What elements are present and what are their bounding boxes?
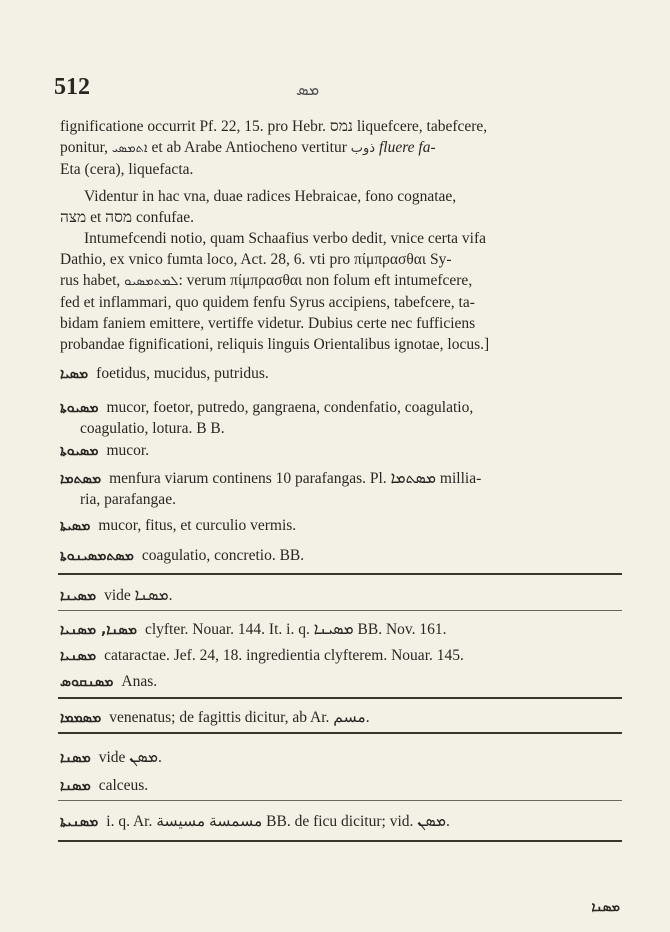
definition: venenatus; de fagittis dicitur, ab Ar. مسم. xyxy=(109,709,370,726)
definition: vide ܡܣܢܐ. xyxy=(104,587,173,604)
intro-paragraph-3 xyxy=(60,228,618,355)
page-number: 512 xyxy=(54,74,90,100)
p3-line-3a: rus habet, xyxy=(60,272,121,289)
definition: i. q. Ar. مسمسة مسيسة BB. de ficu dicitur; vid. ܡܣܢ. xyxy=(106,813,450,830)
definition: mucor, fitus, et curculio vermis. xyxy=(98,517,297,534)
p3-line-5: bidam faniem emittere, vertiffe videtur. Dubius certe nec fufficiens xyxy=(60,315,476,332)
section-rule xyxy=(58,697,622,699)
intro-line-2a: ponitur, xyxy=(60,139,109,156)
lemma: ܡܣܝܘܬܐ xyxy=(60,400,99,416)
running-header: ܡܣ xyxy=(296,80,320,99)
definition: Anas. xyxy=(121,673,158,690)
section-rule xyxy=(58,573,622,575)
definition: vide ܡܣܢ. xyxy=(98,749,162,766)
section-rule xyxy=(58,732,622,734)
entry-row xyxy=(60,748,620,768)
lemma: ܡܣܢܩܘܣ xyxy=(60,674,114,690)
entry-row xyxy=(60,441,620,461)
entry-continuation xyxy=(80,490,620,510)
section-rule xyxy=(58,610,622,611)
intro-line-1: fignificatione occurrit Pf. 22, 15. pro Hebr. נמס liquefcere, tabefcere, xyxy=(60,118,488,135)
entry-row xyxy=(60,708,620,728)
lemma: ܡܣܢܝܐ xyxy=(60,648,97,664)
section-rule xyxy=(58,840,622,842)
p3-line-6: probandae fignificationi, reliquis linguis Orientalibus ignotae, locus.] xyxy=(60,336,490,353)
intro-line-2c: fluere fa- xyxy=(378,139,436,156)
lemma: ܡܣܡܡܐ xyxy=(60,710,102,726)
definition: ria, parafangae. xyxy=(80,491,176,508)
lemma: ܡܣܝܘܬܐ xyxy=(60,443,99,459)
section-rule xyxy=(58,800,622,801)
syriac-word: ܠܡܬܡܣܝܘ xyxy=(124,274,179,289)
intro-line-3: Eta (cera), liquefacta. xyxy=(60,161,194,178)
lemma: ܡܣܬܡܐ xyxy=(60,471,102,487)
lemma: ܡܣܝܢܐ xyxy=(60,588,97,604)
definition: mucor, foetor, putredo, gangraena, condenfatio, coagulatio, xyxy=(106,399,474,416)
entry-continuation xyxy=(80,419,620,439)
intro-line-2 xyxy=(60,137,618,159)
lemma: ܡܣܬܡܣܝܢܘܬܐ xyxy=(60,548,134,564)
intro-paragraph-2 xyxy=(60,186,618,228)
entry-row xyxy=(60,469,620,489)
definition: coagulatio, concretio. BB. xyxy=(141,547,305,564)
entry-row xyxy=(60,620,620,640)
intro-line-2b: et ab Arabe Antiocheno vertitur xyxy=(151,139,347,156)
lemma: ܡܣܢܝܬܐ xyxy=(60,814,99,830)
entry-row xyxy=(60,516,620,536)
p2-line-2: מצה et מסה confufae. xyxy=(60,209,195,226)
p3-line-2: Dathio, ex vnico fumta loco, Act. 28, 6. vti pro πίμπρασθαι Sy- xyxy=(60,251,452,268)
definition: calceus. xyxy=(98,777,149,794)
entry-row xyxy=(60,776,620,796)
definition: foetidus, mucidus, putridus. xyxy=(96,365,269,382)
lemma: ܡܣܝܬܐ xyxy=(60,518,91,534)
entry-row xyxy=(60,672,620,692)
definition: coagulatio, lotura. B B. xyxy=(80,420,225,437)
entry-row xyxy=(60,812,620,832)
entry-row xyxy=(60,364,620,384)
entry-row xyxy=(60,398,620,418)
entry-row xyxy=(60,646,620,666)
p3-line-1: Intumefcendi notio, quam Schaafius verbo dedit, vnice certa vifa xyxy=(84,230,486,247)
definition: cataractae. Jef. 24, 18. ingredientia clyfterem. Nouar. 145. xyxy=(104,647,464,664)
lemma: ܡܣܢܐ xyxy=(60,750,91,766)
definition: menfura viarum continens 10 parafangas. Pl. ܡܣܬܡܐ millia- xyxy=(109,470,482,487)
p3-line-4: fed et inflammari, quo quidem fenfu Syrus accipiens, tabefcere, ta- xyxy=(60,294,475,311)
catchword: ܡܣܢܐ xyxy=(591,900,620,915)
lemma: ܡܣܢܐ xyxy=(60,778,91,794)
p3-line-3b: : verum πίμπρασθαι non folum eft intumefcere, xyxy=(178,272,473,289)
definition: mucor. xyxy=(106,442,150,459)
definition: clyfter. Nouar. 144. It. i. q. ܡܣܝܢܐ BB. Nov. 161. xyxy=(144,621,447,638)
entry-row xyxy=(60,546,620,566)
syriac-word: ܐܬܡܣܝ xyxy=(111,141,148,156)
lemma: ܡܣܢܐ, ܡܣܢܝܐ xyxy=(60,622,137,638)
arabic-word: ذوب xyxy=(350,141,376,156)
entry-row xyxy=(60,586,620,606)
p3-line-3 xyxy=(60,270,618,292)
lemma: ܡܣܝܐ xyxy=(60,366,89,382)
p2-line-1: Videntur in hac vna, duae radices Hebraicae, fono cognatae, xyxy=(84,188,457,205)
intro-paragraph-1 xyxy=(60,116,618,180)
